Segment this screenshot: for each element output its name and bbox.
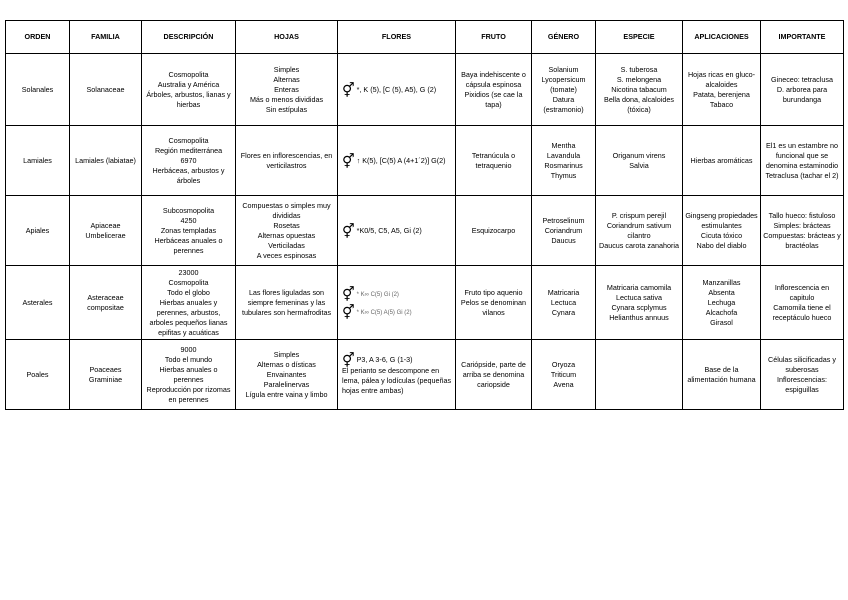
table-row	[6, 54, 844, 126]
cell-importante: Células silicificadas y suberosas Inflorescencias: espiguillas	[761, 340, 844, 410]
floral-formula: *K0/5, C5, A5, Gi (2)	[356, 225, 422, 235]
cell-familia: Asteraceae compositae	[70, 266, 142, 340]
cell-aplicaciones: Hojas ricas en gluco-alcaloides Patata, berenjena Tabaco	[683, 54, 761, 126]
hermaphrodite-symbol: ⚥	[342, 351, 355, 368]
cell-hojas: Simples Alternas Enteras Más o menos divididas Sin estípulas	[236, 54, 338, 126]
cell-hojas: Las flores liguladas son siempre femeninas y las tubulares son hermafroditas	[236, 266, 338, 340]
cell-genero: Petroselinum Coriandrum Daucus	[532, 196, 596, 266]
hermaphrodite-symbol: ⚥	[342, 152, 355, 169]
hermaphrodite-symbol: ⚥	[342, 222, 355, 239]
header-genero: GÉNERO	[532, 21, 596, 54]
header-importante: IMPORTANTE	[761, 21, 844, 54]
cell-importante: Tallo hueco: fistuloso Simples: brácteas Compuestas: brácteas y bractéolas	[761, 196, 844, 266]
cell-especie: S. tuberosa S. melongena Nicotina tabacum Bella dona, alcaloides (tóxica)	[596, 54, 683, 126]
header-orden: ORDEN	[6, 21, 70, 54]
cell-descripcion: Cosmopolita Australia y América Árboles, arbustos, lianas y hierbas	[142, 54, 236, 126]
cell-fruto: Fruto tipo aquenio Pelos se denominan vilanos	[456, 266, 532, 340]
cell-fruto: Tetranúcula o tetraquenio	[456, 126, 532, 196]
header-row	[6, 21, 844, 54]
cell-genero: Matricaria Lectuca Cynara	[532, 266, 596, 340]
header-especie: ESPECIE	[596, 21, 683, 54]
cell-familia: Lamiales (labiatae)	[70, 126, 142, 196]
cell-aplicaciones: Gingseng propiedades estimulantes Cicuta tóxico Nabo del diablo	[683, 196, 761, 266]
hermaphrodite-symbol: ⚥	[342, 285, 355, 302]
cell-orden: Solanales	[6, 54, 70, 126]
cell-aplicaciones: Manzanillas Absenta Lechuga Alcachofa Girasol	[683, 266, 761, 340]
hermaphrodite-symbol: ⚥	[342, 303, 355, 320]
header-familia: FAMILIA	[70, 21, 142, 54]
cell-fruto: Baya indehiscente o cápsula espinosa Pixidios (se cae la tapa)	[456, 54, 532, 126]
cell-especie: Matricaria camomila Lectuca sativa Cynara scplymus Helianthus annuus	[596, 266, 683, 340]
cell-importante: Gineceo: tetraclusa D. arborea para burundanga	[761, 54, 844, 126]
cell-importante: El1 es un estambre no funcional que se denomina estaminodio Tetraclusa (tachar el 2)	[761, 126, 844, 196]
floral-formula-line	[342, 351, 453, 368]
floral-formula: * K∞ C(5) Gi (2)	[356, 291, 399, 298]
cell-flores	[338, 126, 456, 196]
cell-fruto: Cariópside, parte de arriba se denomina cariopside	[456, 340, 532, 410]
table-row	[6, 196, 844, 266]
floral-formula: P3, A 3-6, G (1-3)	[356, 354, 413, 364]
cell-hojas: Flores en inflorescencias, en verticilastros	[236, 126, 338, 196]
cell-especie: Origanum virens Salvia	[596, 126, 683, 196]
cell-orden: Lamiales	[6, 126, 70, 196]
header-flores: FLORES	[338, 21, 456, 54]
cell-descripcion: Subcosmopolita 4250 Zonas templadas Herbáceas anuales o perennes	[142, 196, 236, 266]
cell-descripcion: 9000 Todo el mundo Hierbas anuales o perennes Reproducción por rizomas en perennes	[142, 340, 236, 410]
cell-flores	[338, 266, 456, 340]
cell-familia: Poaceaes Graminiae	[70, 340, 142, 410]
cell-orden: Asterales	[6, 266, 70, 340]
cell-genero: Solanium Lycopersicum (tomate) Datura (estramonio)	[532, 54, 596, 126]
floral-formula: ↑ K(5), [C(5) A (4+1´2)] G(2)	[356, 155, 446, 165]
header-descripcion: DESCRIPCIÓN	[142, 21, 236, 54]
cell-familia: Apiaceae Umbelicerae	[70, 196, 142, 266]
cell-genero: Oryoza Triticum Avena	[532, 340, 596, 410]
table-row	[6, 340, 844, 410]
header-aplicaciones: APLICACIONES	[683, 21, 761, 54]
floral-formula: *, K (5), [C (5), A5), G (2)	[356, 84, 437, 94]
floral-formula: * K∞ C(5) A(5) Gi (2)	[356, 309, 412, 316]
cell-aplicaciones: Hierbas aromáticas	[683, 126, 761, 196]
table-row	[6, 126, 844, 196]
cell-familia: Solanaceae	[70, 54, 142, 126]
cell-orden: Apiales	[6, 196, 70, 266]
table-row	[6, 266, 844, 340]
cell-importante: Inflorescencia en capitulo Camomila tiene el receptáculo hueco	[761, 266, 844, 340]
perianth-note: El perianto se descompone en lema, pálea y lodículas (pequeñas hojas entre ambas)	[342, 365, 452, 395]
header-hojas: HOJAS	[236, 21, 338, 54]
header-fruto: FRUTO	[456, 21, 532, 54]
cell-descripcion: Cosmopolita Región mediterránea 6970 Herbáceas, arbustos y árboles	[142, 126, 236, 196]
cell-especie: P. crispum perejil Coriandrum sativum cilantro Daucus carota zanahoria	[596, 196, 683, 266]
cell-flores	[338, 340, 456, 410]
cell-flores	[338, 54, 456, 126]
cell-genero: Mentha Lavandula Rosmarinus Thymus	[532, 126, 596, 196]
cell-flores	[338, 196, 456, 266]
cell-hojas: Simples Alternas o dísticas Envainantes Paralelinervas Lígula entre vaina y limbo	[236, 340, 338, 410]
cell-hojas: Compuestas o simples muy divididas Rosetas Alternas opuestas Verticiladas A veces espinosas	[236, 196, 338, 266]
plant-orders-table	[5, 20, 844, 410]
floral-formula-line	[342, 285, 453, 302]
floral-formula-line	[342, 303, 453, 320]
cell-aplicaciones: Base de la alimentación humana	[683, 340, 761, 410]
cell-especie	[596, 340, 683, 410]
cell-fruto: Esquizocarpo	[456, 196, 532, 266]
hermaphrodite-symbol: ⚥	[342, 81, 355, 98]
cell-orden: Poales	[6, 340, 70, 410]
cell-descripcion: 23000 Cosmopolita Todo el globo Hierbas anuales y perennes, arbustos, arboles pequeños lianas epifitas y acuáticas	[142, 266, 236, 340]
